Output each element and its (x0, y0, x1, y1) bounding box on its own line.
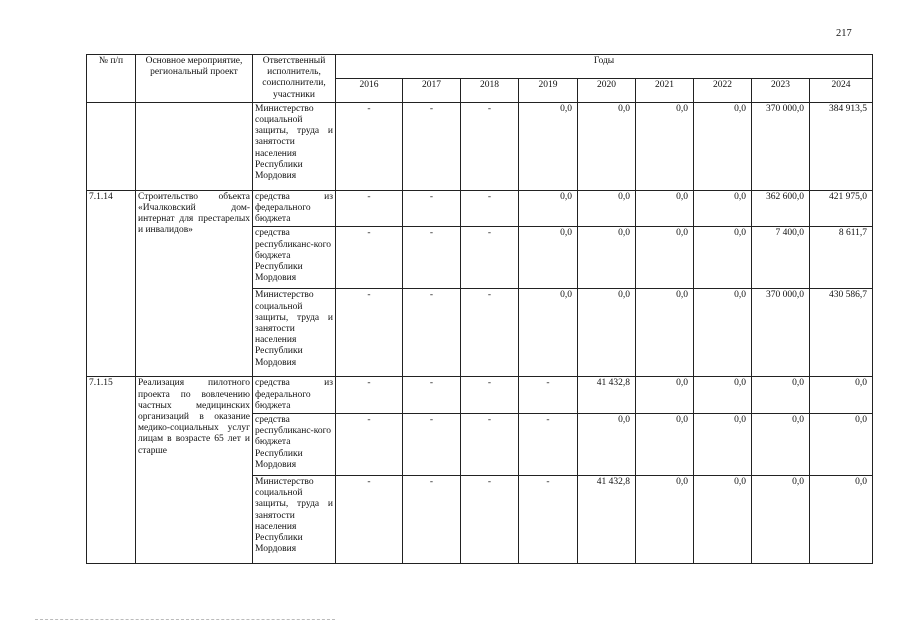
value-cell-2021: 0,0 (636, 289, 694, 377)
value-cell-2022: 0,0 (694, 289, 752, 377)
item-number: 7.1.15 (87, 377, 136, 564)
value-cell-2024: 421 975,0 (810, 190, 873, 227)
value-cell-2021: 0,0 (636, 227, 694, 289)
value-cell-2016: - (336, 289, 403, 377)
value-cell-2024: 0,0 (810, 476, 873, 564)
value-cell-2024: 0,0 (810, 414, 873, 476)
value-cell-2023: 0,0 (752, 414, 810, 476)
year-header-2018: 2018 (461, 78, 519, 102)
value-cell-2019: 0,0 (519, 190, 578, 227)
value-cell-2016: - (336, 377, 403, 414)
value-cell-2017: - (403, 227, 461, 289)
item-number: 7.1.14 (87, 190, 136, 377)
year-header-2024: 2024 (810, 78, 873, 102)
value-cell-2024: 0,0 (810, 377, 873, 414)
executor-name: Министерство социальной защиты, труда и занятости населения Республики Мордовия (253, 102, 336, 190)
value-cell-2019: 0,0 (519, 227, 578, 289)
value-cell-2022: 0,0 (694, 102, 752, 190)
header-row (87, 55, 873, 79)
col-header-executor: Ответственный исполнитель, соисполнители, участники (253, 55, 336, 103)
value-cell-2020: 0,0 (578, 227, 636, 289)
value-cell-2023: 0,0 (752, 476, 810, 564)
value-cell-2018: - (461, 227, 519, 289)
table-row (87, 377, 873, 414)
table-row (87, 190, 873, 227)
col-header-years: Годы (336, 55, 873, 79)
value-cell-2016: - (336, 190, 403, 227)
year-header-2022: 2022 (694, 78, 752, 102)
value-cell-2024: 8 611,7 (810, 227, 873, 289)
value-cell-2017: - (403, 102, 461, 190)
value-cell-2019: 0,0 (519, 102, 578, 190)
value-cell-2022: 0,0 (694, 227, 752, 289)
col-header-num: № п/п (87, 55, 136, 103)
executor-name: средства республиканс-кого бюджета Республики Мордовия (253, 414, 336, 476)
value-cell-2020: 41 432,8 (578, 377, 636, 414)
col-header-activity: Основное мероприятие, региональный проект (136, 55, 253, 103)
value-cell-2020: 41 432,8 (578, 476, 636, 564)
value-cell-2016: - (336, 414, 403, 476)
value-cell-2019: - (519, 476, 578, 564)
executor-name: средства из федерального бюджета (253, 377, 336, 414)
table-row (87, 102, 873, 190)
value-cell-2023: 370 000,0 (752, 289, 810, 377)
value-cell-2016: - (336, 102, 403, 190)
executor-name: Министерство социальной защиты, труда и занятости населения Республики Мордовия (253, 476, 336, 564)
value-cell-2018: - (461, 289, 519, 377)
year-header-2023: 2023 (752, 78, 810, 102)
activity-name: Строительство объекта «Ичалковский дом-интернат для престарелых и инвалидов» (136, 190, 253, 377)
value-cell-2019: 0,0 (519, 289, 578, 377)
value-cell-2023: 7 400,0 (752, 227, 810, 289)
activity-name: Реализация пилотного проекта по вовлечению частных медицинских организаций в оказание медико-социальных услуг лицам в возрасте 65 лет и старше (136, 377, 253, 564)
value-cell-2020: 0,0 (578, 102, 636, 190)
value-cell-2022: 0,0 (694, 190, 752, 227)
value-cell-2021: 0,0 (636, 102, 694, 190)
value-cell-2017: - (403, 377, 461, 414)
value-cell-2019: - (519, 377, 578, 414)
executor-name: Министерство социальной защиты, труда и занятости населения Республики Мордовия (253, 289, 336, 377)
value-cell-2018: - (461, 190, 519, 227)
value-cell-2023: 0,0 (752, 377, 810, 414)
executor-name: средства из федерального бюджета (253, 190, 336, 227)
value-cell-2017: - (403, 414, 461, 476)
value-cell-2016: - (336, 476, 403, 564)
year-header-2016: 2016 (336, 78, 403, 102)
value-cell-2024: 384 913,5 (810, 102, 873, 190)
value-cell-2021: 0,0 (636, 377, 694, 414)
value-cell-2017: - (403, 190, 461, 227)
value-cell-2017: - (403, 289, 461, 377)
value-cell-2019: - (519, 414, 578, 476)
value-cell-2020: 0,0 (578, 414, 636, 476)
value-cell-2023: 362 600,0 (752, 190, 810, 227)
value-cell-2021: 0,0 (636, 414, 694, 476)
value-cell-2018: - (461, 414, 519, 476)
value-cell-2021: 0,0 (636, 476, 694, 564)
value-cell-2022: 0,0 (694, 414, 752, 476)
executor-name: средства республиканс-кого бюджета Республики Мордовия (253, 227, 336, 289)
activity-name (136, 102, 253, 190)
value-cell-2018: - (461, 377, 519, 414)
value-cell-2023: 370 000,0 (752, 102, 810, 190)
value-cell-2021: 0,0 (636, 190, 694, 227)
year-header-2017: 2017 (403, 78, 461, 102)
value-cell-2024: 430 586,7 (810, 289, 873, 377)
scan-artifact-line (35, 619, 335, 620)
value-cell-2016: - (336, 227, 403, 289)
value-cell-2018: - (461, 102, 519, 190)
value-cell-2018: - (461, 476, 519, 564)
value-cell-2020: 0,0 (578, 190, 636, 227)
value-cell-2020: 0,0 (578, 289, 636, 377)
year-header-2021: 2021 (636, 78, 694, 102)
value-cell-2022: 0,0 (694, 476, 752, 564)
year-header-2019: 2019 (519, 78, 578, 102)
value-cell-2017: - (403, 476, 461, 564)
page-number: 217 (836, 28, 852, 39)
budget-table (86, 54, 873, 564)
item-number (87, 102, 136, 190)
value-cell-2022: 0,0 (694, 377, 752, 414)
year-header-2020: 2020 (578, 78, 636, 102)
